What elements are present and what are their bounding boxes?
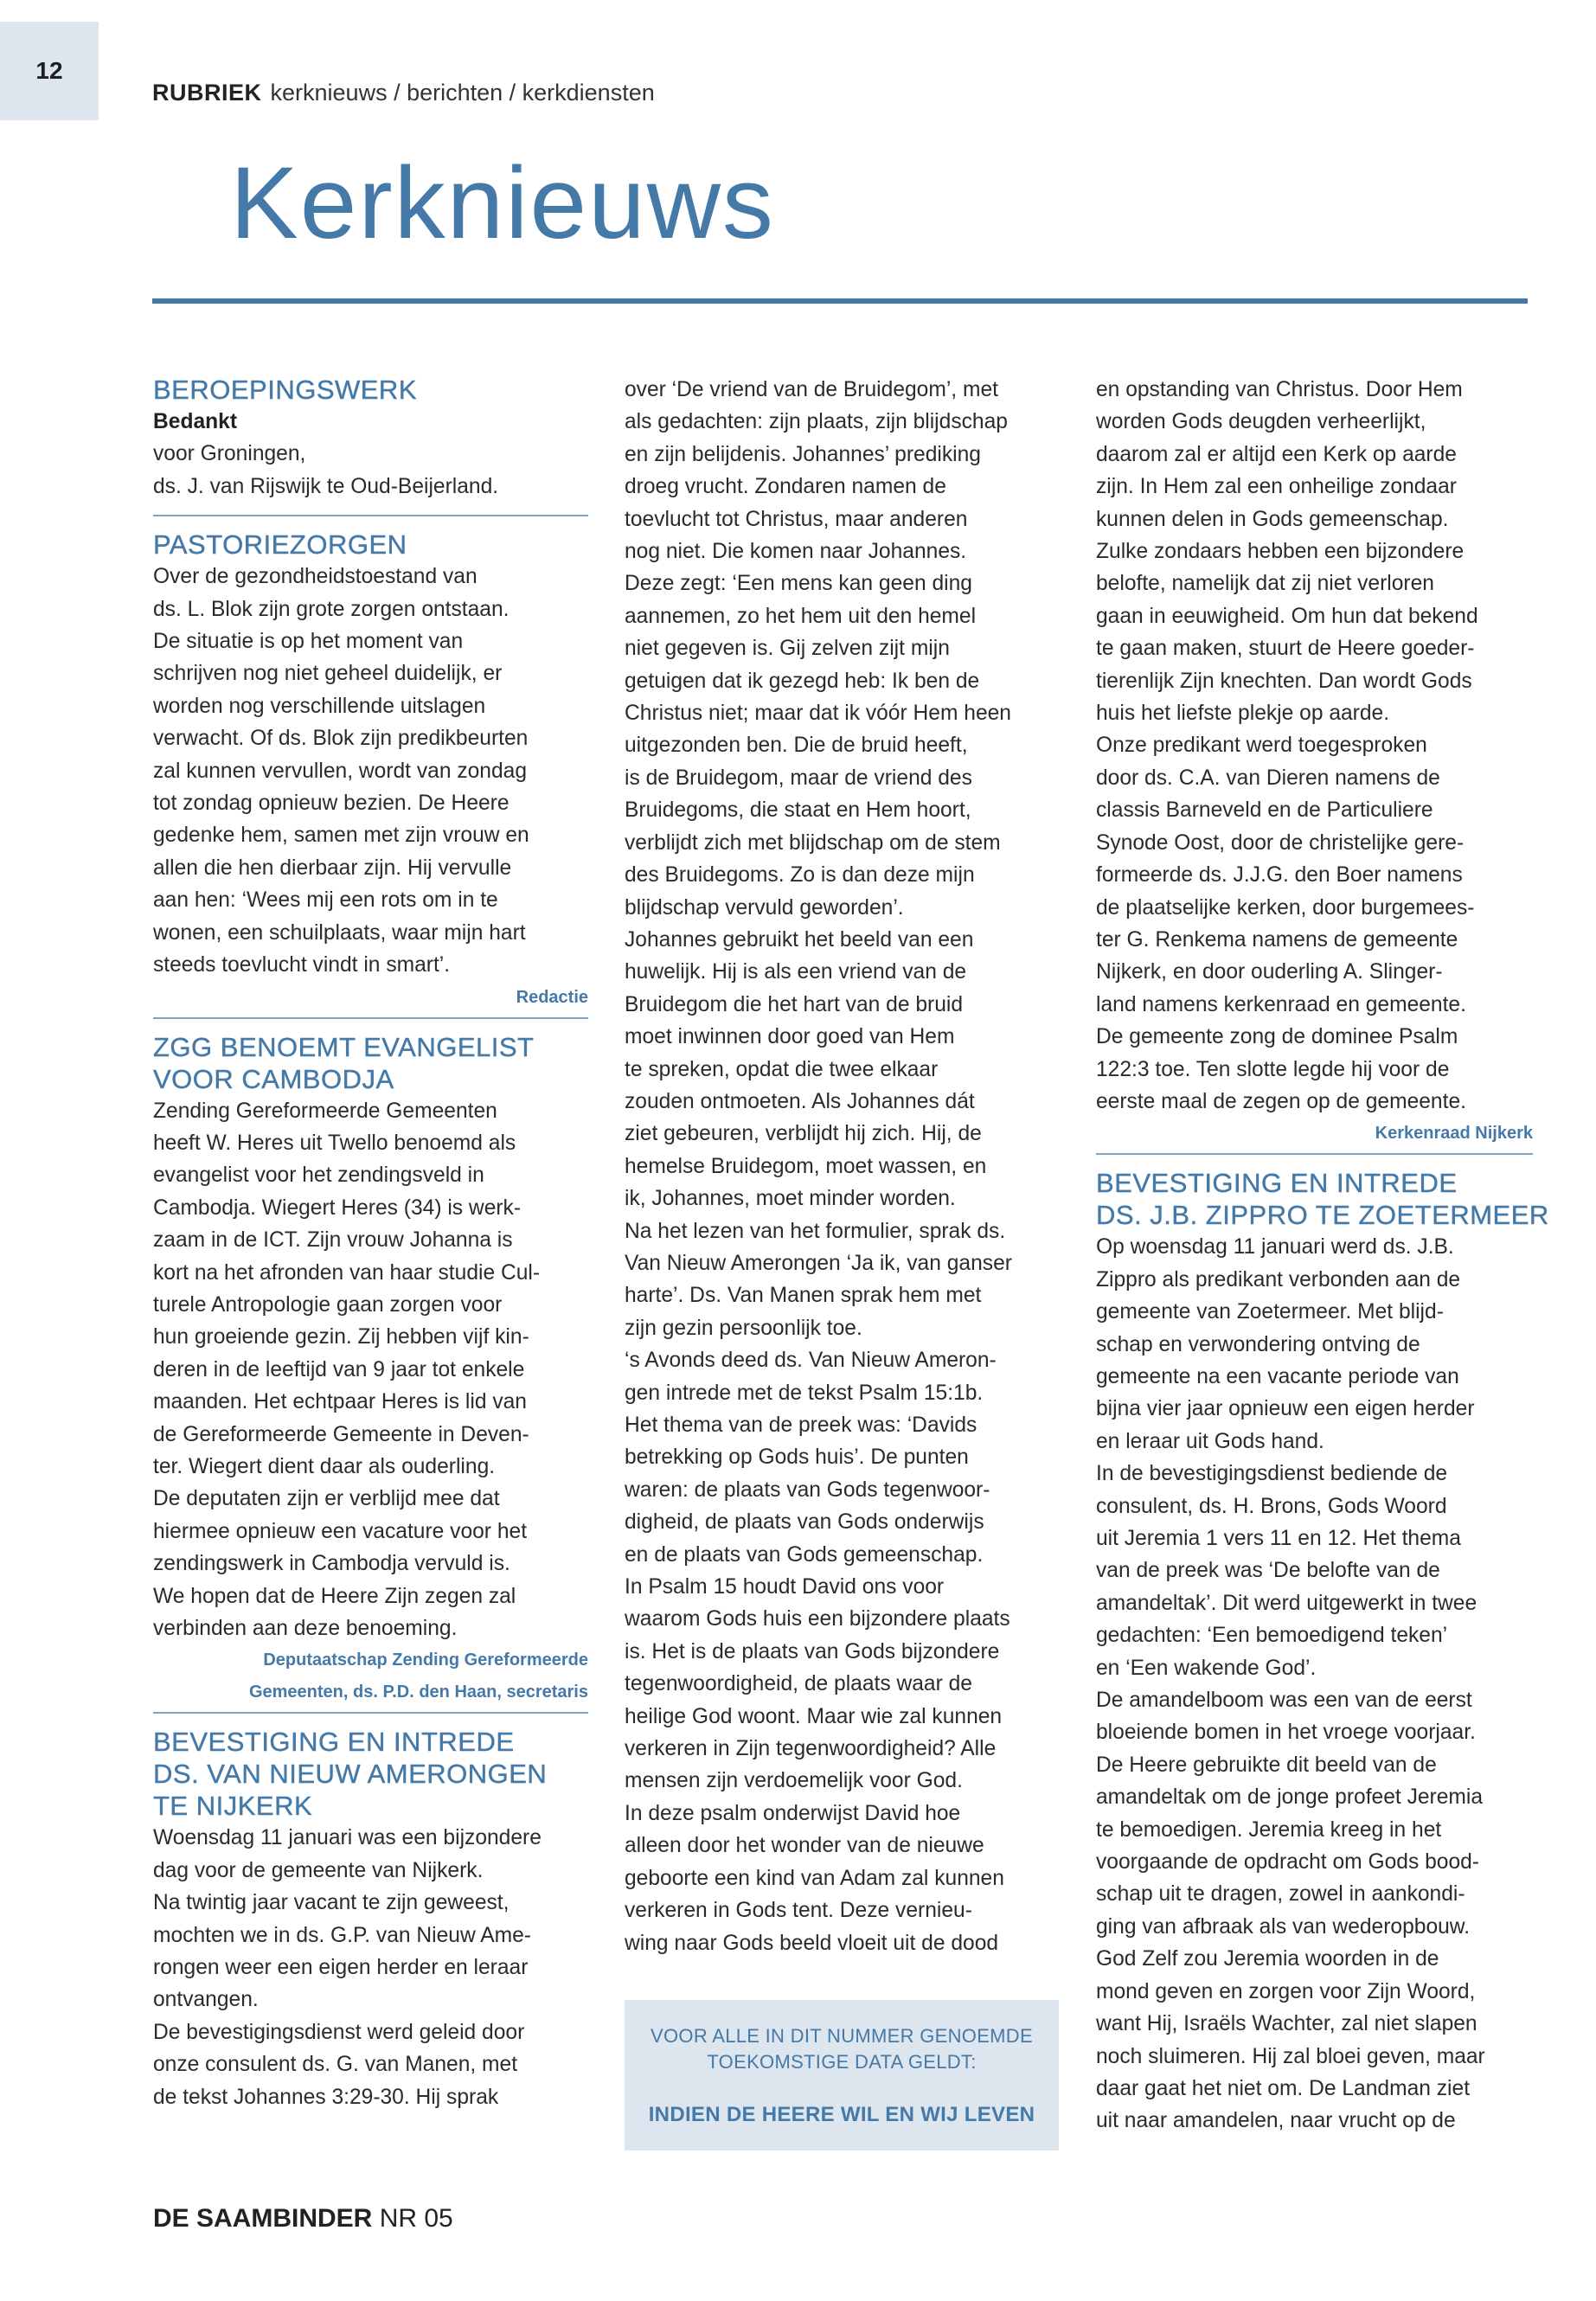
text-line: blijdschap vervuld geworden’.	[625, 895, 904, 920]
text-line: dag voor de gemeente van Nijkerk.	[153, 1858, 484, 1882]
text-line: nog niet. Die komen naar Johannes.	[625, 540, 967, 564]
text-line: 122:3 toe. Ten slotte legde hij voor de	[1096, 1057, 1450, 1081]
text-line: turele Antropologie gaan zorgen voor	[153, 1292, 503, 1317]
text-line: zijn. In Hem zal een onheilige zondaar	[1096, 475, 1457, 499]
text-line: en leraar uit Gods hand.	[1096, 1429, 1324, 1453]
heading-line: BEVESTIGING EN INTREDE	[153, 1727, 515, 1758]
article-pastoriezorgen	[153, 529, 588, 1013]
text-line: ‘s Avonds deed ds. Van Nieuw Ameron-	[625, 1349, 997, 1373]
section-divider	[153, 515, 588, 516]
text-line: Bruidegom die het hart van de bruid	[625, 992, 964, 1016]
text-line: kunnen delen in Gods gemeenschap.	[1096, 507, 1449, 531]
text-line: toevlucht tot Christus, maar anderen	[625, 507, 968, 531]
text-line: hemelse Bruidegom, moet wassen, en	[625, 1154, 987, 1178]
text-line: aan hen: ‘Wees mij een rots om in te	[153, 888, 498, 913]
text-line: worden nog verschillende uitslagen	[153, 694, 486, 718]
article-heading	[153, 1726, 588, 1822]
text-line: zouden ontmoeten. Als Johannes dát	[625, 1089, 975, 1113]
text-line: Christus niet; maar dat ik vóór Hem heen	[625, 702, 1011, 726]
text-line: Over de gezondheidstoestand van	[153, 565, 478, 589]
text-line: zal kunnen vervullen, wordt van zondag	[153, 759, 528, 783]
page-title: Kerknieuws	[230, 146, 775, 260]
text-line: waarom Gods huis een bijzondere plaats	[625, 1607, 1010, 1631]
rubriek-header	[152, 80, 655, 106]
text-line: De bevestigingsdienst werd geleid door	[153, 2020, 525, 2044]
text-line: en de plaats van Gods gemeenschap.	[625, 1542, 984, 1567]
text-line: gaan in eeuwigheid. Om hun dat bekend	[1096, 604, 1478, 628]
text-line: evangelist voor het zendingsveld in	[153, 1163, 484, 1188]
text-line: verwacht. Of ds. Blok zijn predikbeurten	[153, 727, 529, 751]
text-line: De gemeente zong de dominee Psalm	[1096, 1025, 1458, 1049]
text-line: De Heere gebruikte dit beeld van de	[1096, 1753, 1437, 1777]
text-line: niet gegeven is. Gij zelven zijt mijn	[625, 637, 950, 661]
text-line: daarom zal er altijd een Kerk op aarde	[1096, 442, 1457, 466]
text-line: Nijkerk, en door ouderling A. Slinger-	[1096, 960, 1443, 984]
article-beroepingswerk	[153, 374, 588, 503]
text-line: ik, Johannes, moet minder worden.	[625, 1187, 956, 1211]
text-line: We hopen dat de Heere Zijn zegen zal	[153, 1584, 516, 1608]
text-line: zendingswerk in Cambodja vervuld is.	[153, 1552, 510, 1576]
text-line: zaam in de ICT. Zijn vrouw Johanna is	[153, 1228, 513, 1253]
heading-line: ZGG BENOEMT EVANGELIST	[153, 1031, 535, 1062]
column-3	[1096, 374, 1549, 2138]
text-line: verblijdt zich met blijdschap om de stem	[625, 830, 1001, 855]
footer	[153, 2204, 453, 2234]
text-line: geboorte een kind van Adam zal kunnen	[625, 1866, 1004, 1890]
text-line: Johannes gebruikt het beeld van een	[625, 927, 974, 952]
article-nijkerk-continued	[1096, 374, 1533, 1150]
text-line: steeds toevlucht vindt in smart’.	[153, 953, 451, 977]
text-line: amandeltak’. Dit werd uitgewerkt in twee	[1096, 1591, 1477, 1615]
text-line: te bemoedigen. Jeremia kreeg in het	[1096, 1817, 1442, 1842]
text-line: onze consulent ds. G. van Manen, met	[153, 2053, 518, 2077]
article-heading: BEROEPINGSWERK	[153, 375, 417, 405]
issue-number: NR 05	[379, 2204, 453, 2233]
text-line: gemeente van Zoetermeer. Met blijd-	[1096, 1300, 1444, 1324]
article-body	[153, 1095, 588, 1645]
text-line: Synode Oost, door de christelijke gere-	[1096, 830, 1465, 855]
text-line: harte’. Ds. Van Manen sprak hem met	[625, 1284, 982, 1308]
magazine-name: DE SAAMBINDER	[153, 2204, 373, 2233]
text-line: Zulke zondaars hebben een bijzondere	[1096, 540, 1465, 564]
text-line: In Psalm 15 houdt David ons voor	[625, 1575, 945, 1599]
text-line: De situatie is op het moment van	[153, 630, 464, 654]
text-line: als gedachten: zijn plaats, zijn blijdschap	[625, 410, 1008, 434]
article-signature: Redactie	[516, 987, 588, 1007]
text-line: rongen weer een eigen herder en leraar	[153, 1956, 529, 1980]
text-line: gemeente na een vacante periode van	[1096, 1364, 1459, 1388]
text-line: gedenke hem, samen met zijn vrouw en	[153, 824, 529, 848]
text-line: God Zelf zou Jeremia woorden in de	[1096, 1947, 1439, 1971]
rubriek-path: kerknieuws / berichten / kerkdiensten	[270, 80, 655, 106]
text-line: De amandelboom was een van de eerst	[1096, 1689, 1472, 1713]
text-line: uit Jeremia 1 vers 11 en 12. Het thema	[1096, 1527, 1461, 1550]
text-line: want Hij, Israëls Wachter, zal niet slapen	[1096, 2012, 1477, 2036]
article-subheading: Bedankt	[153, 410, 238, 433]
text-line: zijn gezin persoonlijk toe.	[625, 1316, 862, 1340]
text-line: In deze psalm onderwijst David hoe	[625, 1801, 961, 1825]
text-line: maanden. Het echtpaar Heres is lid van	[153, 1390, 527, 1414]
article-zgg-evangelist	[153, 1031, 588, 1709]
text-line: heilige God woont. Maar wie zal kunnen	[625, 1704, 1003, 1728]
text-line: Bruidegoms, die staat en Hem hoort,	[625, 798, 971, 823]
column-1	[153, 374, 588, 2113]
text-line: wonen, een schuilplaats, waar mijn hart	[153, 920, 526, 945]
notice-emphasis: INDIEN DE HEERE WIL EN WIJ LEVEN	[648, 2103, 1035, 2126]
text-line: uit naar amandelen, naar vrucht op de	[1096, 2109, 1456, 2133]
text-line: verbinden aan deze benoeming.	[153, 1617, 458, 1640]
notice-box	[625, 2000, 1059, 2150]
text-line: gen intrede met de tekst Psalm 15:1b.	[625, 1381, 984, 1405]
text-line: ziet gebeuren, verblijdt hij zich. Hij, de	[625, 1122, 982, 1146]
text-line: hun groeiende gezin. Zij hebben vijf kin-	[153, 1325, 529, 1349]
text-line: hiermee opnieuw een vacature voor het	[153, 1519, 528, 1543]
article-signature: Kerkenraad Nijkerk	[1375, 1124, 1533, 1144]
text-line: tierenlijk Zijn knechten. Dan wordt Gods	[1096, 669, 1472, 693]
text-line: over ‘De vriend van de Bruidegom’, met	[625, 378, 998, 401]
article-body	[1096, 1231, 1533, 2137]
text-line: bijna vier jaar opnieuw een eigen herder	[1096, 1397, 1475, 1421]
text-line: waren: de plaats van Gods tegenwoor-	[625, 1477, 990, 1502]
text-line: land namens kerkenraad en gemeente.	[1096, 992, 1466, 1016]
section-divider	[153, 1017, 588, 1019]
text-line: huis het liefste plekje op aarde.	[1096, 702, 1390, 726]
text-line: allen die hen dierbaar zijn. Hij vervulle	[153, 856, 512, 880]
text-line: gedachten: ‘Een bemoedigend teken’	[1096, 1624, 1448, 1648]
text-line: Deze zegt: ‘Een mens kan geen ding	[625, 572, 972, 596]
text-line: eerste maal de zegen op de gemeente.	[1096, 1089, 1466, 1113]
text-line: verkeren in Gods tent. Deze vernieu-	[625, 1899, 972, 1923]
section-divider	[1096, 1153, 1533, 1155]
text-line: betrekking op Gods huis’. De punten	[625, 1445, 969, 1470]
page-number: 12	[0, 22, 99, 120]
signature-line: Deputaatschap Zending Gereformeerde	[263, 1650, 588, 1670]
article-heading	[153, 1031, 588, 1095]
column-2	[625, 374, 1061, 1959]
text-line: ds. J. van Rijswijk te Oud-Beijerland.	[153, 474, 499, 498]
text-line: wing naar Gods beeld vloeit uit de dood	[625, 1931, 999, 1955]
heading-line: BEVESTIGING EN INTREDE	[1096, 1168, 1458, 1199]
text-line: ter G. Renkema namens de gemeente	[1096, 927, 1458, 952]
text-line: Na het lezen van het formulier, sprak ds.	[625, 1219, 1006, 1243]
text-line: voor Groningen,	[153, 442, 306, 466]
text-line: voorgaande de opdracht om Gods bood-	[1096, 1850, 1479, 1875]
heading-line: DS. VAN NIEUW AMERONGEN	[153, 1759, 548, 1790]
notice-line: VOOR ALLE IN DIT NUMMER GENOEMDE	[651, 2025, 1033, 2047]
text-line: classis Barneveld en de Particuliere	[1096, 798, 1433, 823]
text-line: is de Bruidegom, maar de vriend des	[625, 766, 972, 790]
text-line: de tekst Johannes 3:29-30. Hij sprak	[153, 2085, 499, 2109]
text-line: des Bruidegoms. Zo is dan deze mijn	[625, 863, 975, 888]
text-line: is. Het is de plaats van Gods bijzondere	[625, 1639, 1000, 1663]
text-line: tot zondag opnieuw bezien. De Heere	[153, 792, 510, 816]
text-line: Zending Gereformeerde Gemeenten	[153, 1099, 497, 1123]
text-line: Na twintig jaar vacant te zijn geweest,	[153, 1891, 510, 1915]
text-line: Van Nieuw Amerongen ‘Ja ik, van ganser	[625, 1251, 1012, 1275]
text-line: worden Gods deugden verheerlijkt,	[1096, 410, 1426, 434]
text-line: ontvangen.	[153, 1988, 259, 2012]
text-line: schap uit te dragen, zowel in aankondi-	[1096, 1882, 1465, 1907]
text-line: Op woensdag 11 januari werd ds. J.B.	[1096, 1235, 1454, 1259]
heading-line: DS. J.B. ZIPPRO TE ZOETERMEER	[1096, 1200, 1549, 1231]
text-line: mond geven en zorgen voor Zijn Woord,	[1096, 1979, 1476, 2003]
text-line: consulent, ds. H. Brons, Gods Woord	[1096, 1494, 1447, 1518]
text-line: droeg vrucht. Zondaren namen de	[625, 475, 946, 499]
text-line: ds. L. Blok zijn grote zorgen ontstaan.	[153, 597, 510, 621]
text-line: en ‘Een wakende God’.	[1096, 1656, 1317, 1680]
text-line: tegenwoordigheid, de plaats waar de	[625, 1672, 972, 1696]
text-line: schrijven nog niet geheel duidelijk, er	[153, 662, 503, 686]
text-line: daar gaat het niet om. De Landman ziet	[1096, 2076, 1471, 2100]
text-line: In de bevestigingsdienst bediende de	[1096, 1462, 1448, 1486]
section-divider	[153, 1712, 588, 1714]
signature-line: Gemeenten, ds. P.D. den Haan, secretaris	[248, 1682, 588, 1702]
text-line: de plaatselijke kerken, door burgemees-	[1096, 895, 1475, 920]
text-line: mochten we in ds. G.P. van Nieuw Ame-	[153, 1923, 531, 1947]
text-line: bloeiende bomen in het vroege voorjaar.	[1096, 1721, 1476, 1745]
heading-line: TE NIJKERK	[153, 1791, 313, 1822]
article-body	[153, 561, 588, 981]
text-line: uitgezonden ben. Die de bruid heeft,	[625, 734, 968, 758]
text-line: moet inwinnen door goed van Hem	[625, 1025, 955, 1049]
text-line: de Gereformeerde Gemeente in Deven-	[153, 1422, 529, 1446]
text-line: amandeltak om de jonge profeet Jeremia	[1096, 1785, 1484, 1810]
text-line: De deputaten zijn er verblijd mee dat	[153, 1487, 500, 1511]
title-divider	[152, 298, 1528, 304]
text-line: en zijn belijdenis. Johannes’ prediking	[625, 442, 981, 466]
article-signature	[153, 1644, 588, 1708]
article-body-continued	[625, 374, 1061, 1959]
text-line: noch sluimeren. Hij zal bloei geven, maar	[1096, 2044, 1485, 2068]
text-line: deren in de leeftijd van 9 jaar tot enkele	[153, 1357, 525, 1381]
notice-line: TOEKOMSTIGE DATA GELDT:	[707, 2051, 977, 2073]
text-line: huwelijk. Hij is als een vriend van de	[625, 960, 967, 984]
text-line: ging van afbraak als van wederopbouw.	[1096, 1914, 1471, 1939]
text-line: belofte, namelijk dat zij niet verloren	[1096, 572, 1434, 596]
text-line: kort na het afronden van haar studie Cul-	[153, 1260, 541, 1285]
text-line: aannemen, zo het hem uit den hemel	[625, 604, 977, 628]
text-line: heeft W. Heres uit Twello benoemd als	[153, 1131, 516, 1155]
text-line: verkeren in Zijn tegenwoordigheid? Alle	[625, 1737, 997, 1761]
text-line: digheid, de plaats van Gods onderwijs	[625, 1510, 984, 1535]
article-zoetermeer	[1096, 1167, 1549, 2137]
text-line: formeerde ds. J.J.G. den Boer namens	[1096, 863, 1463, 888]
article-heading	[1096, 1167, 1549, 1231]
text-line: Woensdag 11 januari was een bijzondere	[153, 1826, 542, 1850]
text-line: door ds. C.A. van Dieren namens de	[1096, 766, 1440, 790]
text-line: getuigen dat ik gezegd heb: Ik ben de	[625, 669, 980, 693]
article-nijkerk	[153, 1726, 588, 2113]
rubriek-label: RUBRIEK	[152, 80, 262, 106]
text-line: Cambodja. Wiegert Heres (34) is werk-	[153, 1195, 522, 1220]
text-line: alleen door het wonder van de nieuwe	[625, 1834, 984, 1858]
text-line: van de preek was ‘De belofte van de	[1096, 1559, 1440, 1583]
text-line: mensen zijn verdoemelijk voor God.	[625, 1769, 963, 1793]
article-body	[153, 438, 588, 503]
text-line: te gaan maken, stuurt de Heere goeder-	[1096, 637, 1475, 661]
article-body	[153, 1822, 588, 2113]
article-heading: PASTORIEZORGEN	[153, 529, 407, 561]
article-body	[1096, 374, 1533, 1118]
text-line: Onze predikant werd toegesproken	[1096, 734, 1427, 758]
text-line: en opstanding van Christus. Door Hem	[1096, 378, 1463, 401]
text-line: ter. Wiegert dient daar als ouderling.	[153, 1454, 496, 1478]
text-line: schap en verwondering ontving de	[1096, 1332, 1420, 1356]
text-line: Het thema van de preek was: ‘Davids	[625, 1413, 977, 1437]
text-line: te spreken, opdat die twee elkaar	[625, 1057, 939, 1081]
text-line: Zippro als predikant verbonden aan de	[1096, 1267, 1461, 1292]
heading-line: VOOR CAMBODJA	[153, 1063, 394, 1094]
